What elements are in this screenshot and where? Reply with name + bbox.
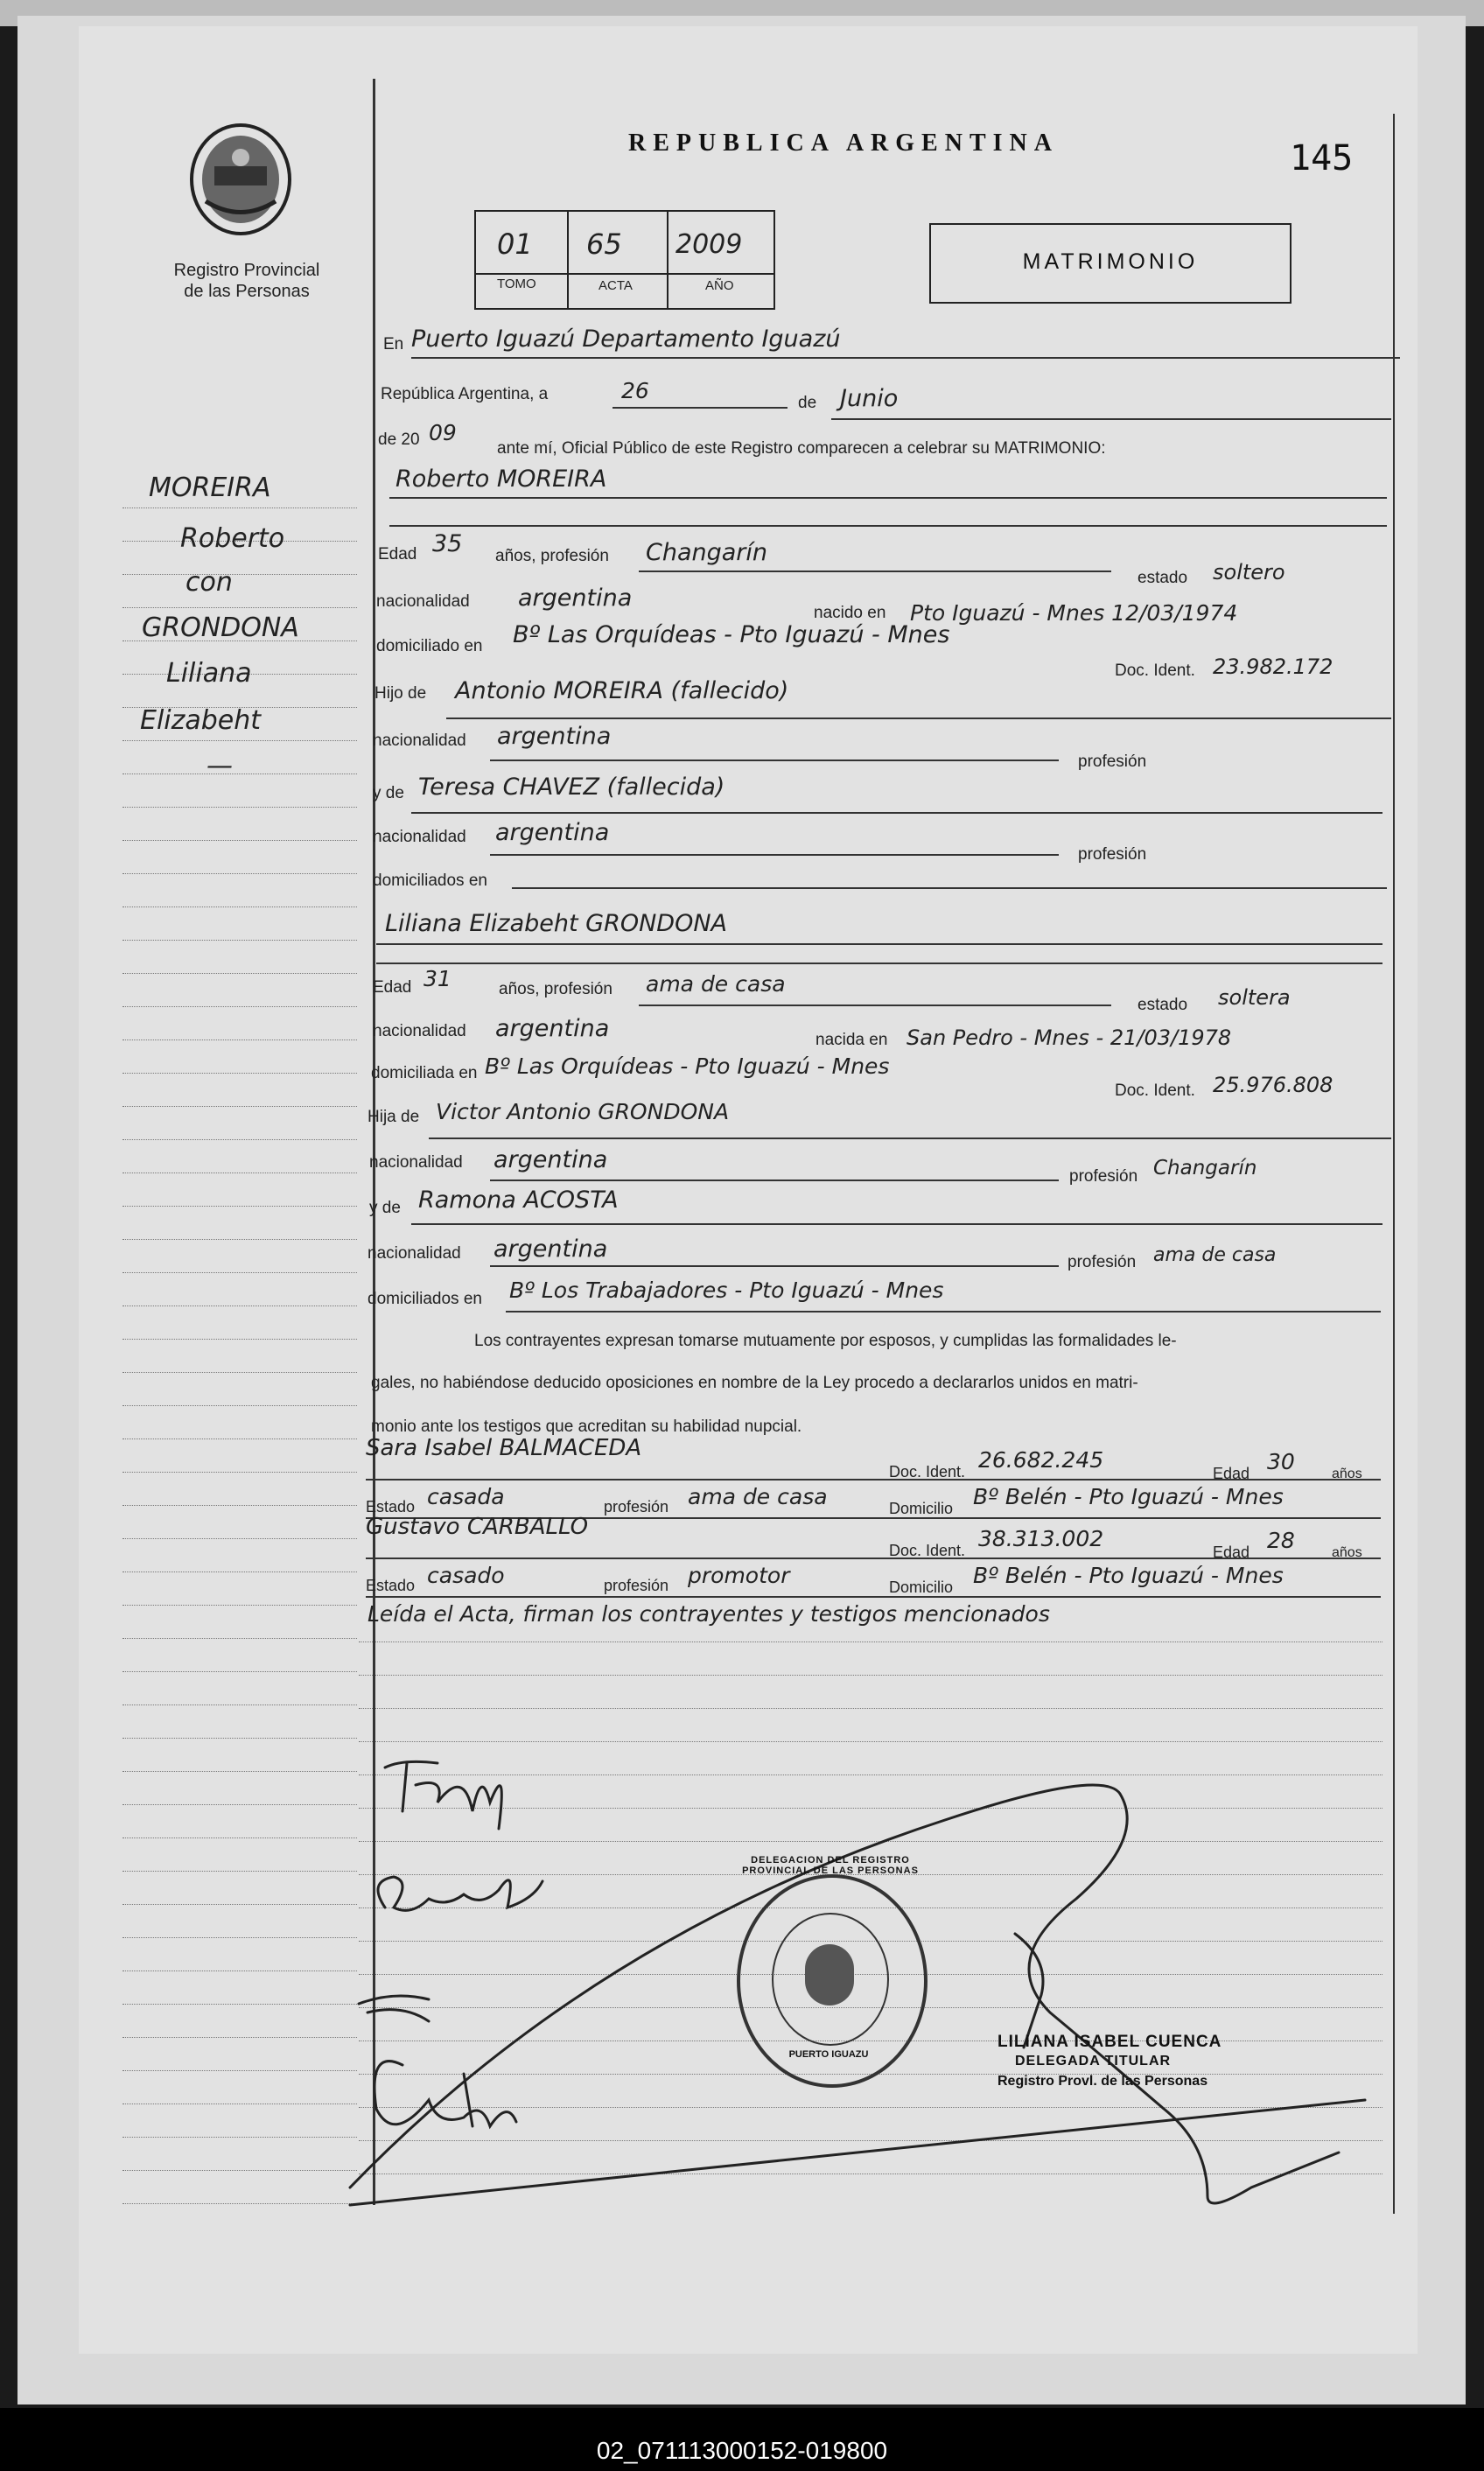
margin-rule xyxy=(122,2037,357,2038)
margin-rule xyxy=(122,1804,357,1805)
groom-domicilio-label: domiciliado en xyxy=(376,637,483,655)
republica-label: República Argentina, a xyxy=(381,385,549,403)
witness-edad: 30 xyxy=(1267,1449,1295,1474)
groom-anos-profesion: años, profesión xyxy=(495,547,609,565)
ano-label: AÑO xyxy=(705,278,734,293)
bride-nacida-label: nacida en xyxy=(816,1031,888,1049)
margin-note-line: Elizabeht xyxy=(140,705,262,736)
groom-madre-line xyxy=(411,812,1382,814)
bride-madre-nac-label: nacionalidad xyxy=(368,1244,461,1263)
groom-padre-nac-label: nacionalidad xyxy=(373,732,466,750)
margin-note-line: Roberto xyxy=(180,523,285,554)
margin-rule xyxy=(122,1538,357,1539)
bride-doc-label: Doc. Ident. xyxy=(1115,1082,1195,1100)
bride-domiciliados: Bº Los Trabajadores - Pto Iguazú - Mnes xyxy=(509,1278,944,1303)
groom-name: Roberto MOREIRA xyxy=(396,466,607,493)
margin-rule xyxy=(122,1239,357,1240)
witness-profesion-label: profesión xyxy=(604,1577,669,1594)
groom-profesion: Changarín xyxy=(646,539,768,566)
year-suffix: 09 xyxy=(429,420,457,445)
margin-rule xyxy=(122,740,357,741)
margin-rule xyxy=(122,840,357,841)
closing-text: Leída el Acta, firman los contrayentes y testigos mencionados xyxy=(368,1601,1050,1627)
witness-line xyxy=(366,1479,1381,1480)
bride-padre-nac-line xyxy=(490,1180,1059,1181)
year-prefix: de 20 xyxy=(378,430,420,449)
groom-padre-line xyxy=(446,718,1391,719)
groom-nacionalidad-label: nacionalidad xyxy=(376,592,470,611)
witness-domicilio: Bº Belén - Pto Iguazú - Mnes xyxy=(973,1563,1284,1588)
month: Junio xyxy=(840,385,899,412)
act-box-div2 xyxy=(667,210,668,308)
witness-domicilio-label: Domicilio xyxy=(889,1500,954,1517)
act-box-hline xyxy=(474,273,774,275)
groom-profesion-line xyxy=(639,570,1111,572)
day: 26 xyxy=(621,378,649,403)
margin-rule xyxy=(122,1605,357,1606)
margin-rule xyxy=(122,873,357,874)
witness-profesion: ama de casa xyxy=(688,1484,828,1509)
registry-name-line1: Registro Provincial xyxy=(173,261,320,280)
bride-madre-prof: ama de casa xyxy=(1153,1244,1277,1266)
acta-value: 65 xyxy=(586,228,622,261)
margin-rule xyxy=(122,1472,357,1473)
bride-padre-prof: Changarín xyxy=(1153,1157,1257,1180)
margin-rule xyxy=(122,2004,357,2005)
seal-ring-text: DELEGACION DEL REGISTRO PROVINCIAL DE LAS PERSONAS xyxy=(742,1855,919,1876)
hijo-label: Hijo de xyxy=(374,684,427,703)
bride-domicilio-label: domiciliada en xyxy=(371,1064,478,1082)
bride-anos-profesion: años, profesión xyxy=(499,980,612,998)
witness-estado-label: Estado xyxy=(366,1577,416,1594)
groom-name-line1 xyxy=(389,497,1387,499)
margin-note-line: — xyxy=(206,751,233,781)
act-type: MATRIMONIO xyxy=(1022,249,1199,274)
bride-padre-nac: argentina xyxy=(494,1146,608,1173)
bride-name: Liliana Elizabeht GRONDONA xyxy=(385,910,727,937)
groom-domiciliados-line xyxy=(512,887,1387,889)
groom-domicilio: Bº Las Orquídeas - Pto Iguazú - Mnes xyxy=(513,621,950,648)
groom-domiciliados-label: domiciliados en xyxy=(373,872,487,890)
witness-doc-label: Doc. Ident. xyxy=(889,1542,966,1559)
groom-padre: Antonio MOREIRA (fallecido) xyxy=(455,677,789,704)
witness-name: Gustavo CARBALLO xyxy=(366,1514,589,1540)
bride-padre-prof-label: profesión xyxy=(1069,1167,1138,1186)
acta-label: ACTA xyxy=(598,278,633,293)
margin-rule xyxy=(122,906,357,907)
place-line xyxy=(411,357,1400,359)
witness-edad-label: Edad xyxy=(1213,1465,1250,1482)
bride-profesion: ama de casa xyxy=(646,971,786,997)
bride-nacionalidad-label: nacionalidad xyxy=(373,1022,466,1040)
seal-center-text: PUERTO IGUAZU xyxy=(788,2049,869,2060)
margin-rule xyxy=(122,1704,357,1705)
bride-domiciliados-label: domiciliados en xyxy=(368,1290,482,1308)
official-name: LILIANA ISABEL CUENCA xyxy=(998,2033,1222,2051)
bride-padre: Victor Antonio GRONDONA xyxy=(436,1099,730,1124)
witness-profesion: promotor xyxy=(688,1563,790,1588)
tomo-label: TOMO xyxy=(497,276,536,291)
witness-anos-label: años xyxy=(1332,1545,1362,1560)
bride-name-line2 xyxy=(376,962,1382,964)
groom-nacionalidad: argentina xyxy=(518,584,633,612)
official-title: DELEGADA TITULAR xyxy=(1015,2054,1172,2068)
margin-rule xyxy=(122,1505,357,1506)
bride-madre-line xyxy=(411,1223,1382,1225)
bride-domiciliados-line xyxy=(506,1311,1381,1312)
margin-rule xyxy=(122,1671,357,1672)
month-line xyxy=(831,418,1391,420)
bride-padre-nac-label: nacionalidad xyxy=(369,1153,463,1172)
margin-rule xyxy=(122,1405,357,1406)
margin-rule xyxy=(122,574,357,575)
bride-nacida: San Pedro - Mnes - 21/03/1978 xyxy=(906,1026,1232,1050)
groom-estado-label: estado xyxy=(1138,569,1188,587)
act-box-div1 xyxy=(567,210,569,308)
hija-label: Hija de xyxy=(368,1108,420,1126)
groom-nacido: Pto Iguazú - Mnes 12/03/1974 xyxy=(910,600,1238,626)
witness-name: Sara Isabel BALMACEDA xyxy=(366,1435,642,1461)
groom-madre: Teresa CHAVEZ (fallecida) xyxy=(418,774,725,801)
groom-padre-prof-label: profesión xyxy=(1078,752,1147,771)
groom-edad: 35 xyxy=(432,530,463,557)
witness-estado-label: Estado xyxy=(366,1498,416,1516)
registry-name-line2: de las Personas xyxy=(184,282,310,301)
bride-padre-line xyxy=(429,1138,1391,1139)
bride-domicilio: Bº Las Orquídeas - Pto Iguazú - Mnes xyxy=(485,1054,890,1079)
place: Puerto Iguazú Departamento Iguazú xyxy=(411,326,841,353)
witness-doc-label: Doc. Ident. xyxy=(889,1463,966,1480)
bride-profesion-line xyxy=(639,1004,1111,1006)
bride-edad: 31 xyxy=(424,966,452,991)
margin-rule xyxy=(122,807,357,808)
margin-rule xyxy=(122,1871,357,1872)
day-line xyxy=(612,407,788,409)
margin-rule xyxy=(122,1638,357,1639)
official-office: Registro Provl. de las Personas xyxy=(998,2074,1208,2089)
groom-madre-prof-label: profesión xyxy=(1078,845,1147,864)
margin-rule xyxy=(122,1771,357,1772)
groom-padre-nac: argentina xyxy=(497,723,612,750)
margin-rule xyxy=(122,2137,357,2138)
witness-estado: casado xyxy=(427,1563,505,1588)
witness-anos-label: años xyxy=(1332,1466,1362,1481)
groom-doc: 23.982.172 xyxy=(1213,654,1334,679)
ano-value: 2009 xyxy=(676,229,743,260)
groom-madre-nac-line xyxy=(490,854,1059,856)
country-title: REPUBLICA ARGENTINA xyxy=(628,130,1059,157)
seal-emblem-icon xyxy=(805,1944,854,2006)
witness-line xyxy=(366,1596,1381,1598)
bride-yde-label: y de xyxy=(369,1199,401,1217)
margin-note-line: MOREIRA xyxy=(149,472,271,503)
margin-rule xyxy=(122,607,357,608)
folio-number: 145 xyxy=(1290,138,1354,178)
en-label: En xyxy=(383,335,404,354)
margin-rule xyxy=(122,2070,357,2071)
bride-madre: Ramona ACOSTA xyxy=(418,1186,619,1214)
witness-edad-label: Edad xyxy=(1213,1544,1250,1561)
witness-domicilio: Bº Belén - Pto Iguazú - Mnes xyxy=(973,1484,1284,1509)
margin-rule xyxy=(122,1139,357,1140)
image-code: 02_071113000152-019800 xyxy=(596,2437,888,2464)
bride-edad-label: Edad xyxy=(373,978,412,997)
margin-rule xyxy=(122,1073,357,1074)
groom-edad-label: Edad xyxy=(378,545,417,564)
margin-rule xyxy=(122,1970,357,1971)
groom-yde-label: y de xyxy=(373,784,404,802)
bride-madre-nac: argentina xyxy=(494,1236,608,1263)
margin-note-line: GRONDONA xyxy=(142,612,299,643)
margin-note-line: con xyxy=(186,567,233,598)
declaration-line3: monio ante los testigos que acreditan su habilidad nupcial. xyxy=(371,1418,802,1436)
margin-rule xyxy=(122,973,357,974)
bride-doc: 25.976.808 xyxy=(1213,1073,1334,1097)
witness-domicilio-label: Domicilio xyxy=(889,1578,954,1596)
margin-rule xyxy=(122,1206,357,1207)
groom-madre-nac-label: nacionalidad xyxy=(373,828,466,846)
margin-rule xyxy=(122,1738,357,1739)
bride-nacionalidad: argentina xyxy=(495,1015,610,1042)
groom-padre-nac-line xyxy=(490,760,1059,761)
declaration-line1: Los contrayentes expresan tomarse mutuamente por esposos, y cumplidas las formalidades le- xyxy=(474,1332,1177,1350)
witness-doc: 38.313.002 xyxy=(978,1526,1104,1551)
margin-rule xyxy=(122,1937,357,1938)
margin-rule xyxy=(122,2170,357,2171)
margin-rule xyxy=(122,1006,357,1007)
groom-nacido-label: nacido en xyxy=(814,604,886,622)
witness-profesion-label: profesión xyxy=(604,1498,669,1516)
margin-rule xyxy=(122,1438,357,1439)
de-label: de xyxy=(798,394,817,412)
margin-note-line: Liliana xyxy=(166,658,252,689)
margin-rule xyxy=(122,940,357,941)
groom-estado: soltero xyxy=(1213,560,1285,584)
bride-madre-prof-label: profesión xyxy=(1068,1253,1137,1271)
bride-madre-nac-line xyxy=(490,1265,1059,1267)
declaration-line2: gales, no habiéndose deducido oposiciones en nombre de la Ley procedo a declararlos unidos en matri- xyxy=(371,1374,1138,1392)
margin-rule xyxy=(122,1339,357,1340)
margin-rule xyxy=(122,1272,357,1273)
witness-estado: casada xyxy=(427,1484,505,1509)
tomo-value: 01 xyxy=(497,228,533,261)
bride-estado-label: estado xyxy=(1138,996,1188,1014)
margin-rule xyxy=(122,1372,357,1373)
bride-estado: soltera xyxy=(1218,985,1291,1010)
groom-madre-nac: argentina xyxy=(495,819,610,846)
ante-text: ante mí, Oficial Público de este Registro comparecen a celebrar su MATRIMONIO: xyxy=(497,439,1106,458)
margin-rule xyxy=(122,2203,357,2204)
margin-rule xyxy=(122,1172,357,1173)
witness-line xyxy=(366,1558,1381,1559)
witness-edad: 28 xyxy=(1267,1528,1295,1553)
groom-name-line2 xyxy=(389,525,1387,527)
registry-logo xyxy=(184,118,298,245)
margin-rule xyxy=(122,1106,357,1107)
bride-name-line1 xyxy=(376,943,1382,945)
groom-doc-label: Doc. Ident. xyxy=(1115,662,1195,680)
witness-doc: 26.682.245 xyxy=(978,1447,1104,1473)
margin-rule xyxy=(122,1904,357,1905)
